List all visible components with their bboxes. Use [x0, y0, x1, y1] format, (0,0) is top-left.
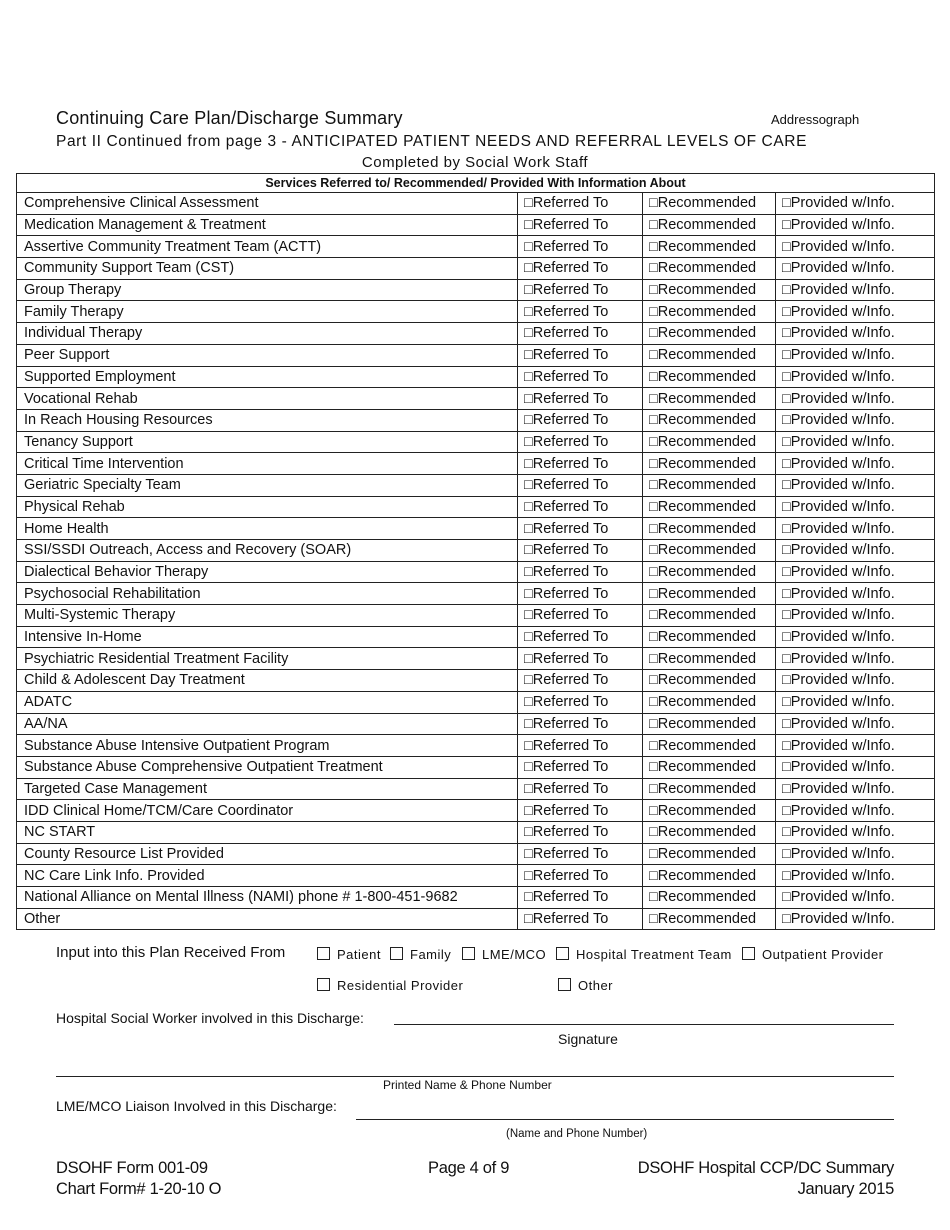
table-row — [17, 648, 935, 670]
service-name: NC START — [17, 821, 518, 843]
service-name: Physical Rehab — [17, 496, 518, 518]
service-name: Critical Time Intervention — [17, 453, 518, 475]
referred-to-option[interactable]: □Referred To — [518, 626, 643, 648]
provided-info-option[interactable]: □Provided w/Info. — [776, 670, 935, 692]
provided-info-option[interactable]: □Provided w/Info. — [776, 887, 935, 909]
checkbox[interactable] — [462, 947, 475, 960]
name-phone-caption: (Name and Phone Number) — [506, 1128, 648, 1140]
service-name: AA/NA — [17, 713, 518, 735]
provided-info-option[interactable]: □Provided w/Info. — [776, 908, 935, 930]
table-row — [17, 193, 935, 215]
input-plan-label: Input into this Plan Received From — [56, 944, 286, 961]
recommended-option[interactable]: □Recommended — [643, 561, 776, 583]
provided-info-option[interactable]: □Provided w/Info. — [776, 561, 935, 583]
recommended-option[interactable]: □Recommended — [643, 431, 776, 453]
section-subtitle: Part II Continued from page 3 - ANTICIPATED PATIENT NEEDS AND REFERRAL LEVELS OF CARE — [56, 133, 808, 150]
table-row — [17, 756, 935, 778]
service-name: ADATC — [17, 691, 518, 713]
table-row — [17, 301, 935, 323]
completed-by-label: Completed by Social Work Staff — [361, 154, 589, 171]
recommended-option[interactable]: □Recommended — [643, 843, 776, 865]
service-name: Group Therapy — [17, 279, 518, 301]
recommended-option[interactable]: □Recommended — [643, 583, 776, 605]
signature-caption: Signature — [558, 1031, 618, 1047]
checkbox[interactable] — [390, 947, 403, 960]
service-name: Community Support Team (CST) — [17, 258, 518, 280]
referred-to-option[interactable]: □Referred To — [518, 236, 643, 258]
recommended-option[interactable]: □Recommended — [643, 800, 776, 822]
table-row — [17, 279, 935, 301]
provided-info-option[interactable]: □Provided w/Info. — [776, 214, 935, 236]
referred-to-option[interactable]: □Referred To — [518, 193, 643, 215]
footer-date: January 2015 — [797, 1180, 894, 1198]
service-name: Targeted Case Management — [17, 778, 518, 800]
referred-to-option[interactable]: □Referred To — [518, 800, 643, 822]
social-worker-label: Hospital Social Worker involved in this Discharge: — [56, 1010, 364, 1026]
recommended-option[interactable]: □Recommended — [643, 301, 776, 323]
referred-to-option[interactable]: □Referred To — [518, 605, 643, 627]
option-hospital-treatment-team[interactable]: Hospital Treatment Team — [556, 947, 732, 962]
option-other[interactable]: Other — [558, 978, 613, 993]
service-name: Home Health — [17, 518, 518, 540]
table-row — [17, 453, 935, 475]
referred-to-option[interactable]: □Referred To — [518, 258, 643, 280]
referred-to-option[interactable]: □Referred To — [518, 648, 643, 670]
table-row — [17, 388, 935, 410]
table-row — [17, 431, 935, 453]
table-row — [17, 821, 935, 843]
recommended-option[interactable]: □Recommended — [643, 518, 776, 540]
service-name: Geriatric Specialty Team — [17, 474, 518, 496]
referred-to-option[interactable]: □Referred To — [518, 366, 643, 388]
service-name: Dialectical Behavior Therapy — [17, 561, 518, 583]
provided-info-option[interactable]: □Provided w/Info. — [776, 800, 935, 822]
provided-info-option[interactable]: □Provided w/Info. — [776, 193, 935, 215]
referred-to-option[interactable]: □Referred To — [518, 323, 643, 345]
footer-summary-title: DSOHF Hospital CCP/DC Summary — [637, 1159, 894, 1177]
referred-to-option[interactable]: □Referred To — [518, 865, 643, 887]
table-row — [17, 778, 935, 800]
recommended-option[interactable]: □Recommended — [643, 214, 776, 236]
recommended-option[interactable]: □Recommended — [643, 626, 776, 648]
provided-info-option[interactable]: □Provided w/Info. — [776, 344, 935, 366]
provided-info-option[interactable]: □Provided w/Info. — [776, 366, 935, 388]
services-table-header: Services Referred to/ Recommended/ Provided With Information About — [17, 174, 935, 193]
service-name: National Alliance on Mental Illness (NAMI) phone # 1-800-451-9682 — [17, 887, 518, 909]
table-row — [17, 713, 935, 735]
recommended-option[interactable]: □Recommended — [643, 713, 776, 735]
provided-info-option[interactable]: □Provided w/Info. — [776, 756, 935, 778]
checkbox[interactable] — [317, 947, 330, 960]
recommended-option[interactable]: □Recommended — [643, 496, 776, 518]
referred-to-option[interactable]: □Referred To — [518, 431, 643, 453]
recommended-option[interactable]: □Recommended — [643, 778, 776, 800]
provided-info-option[interactable]: □Provided w/Info. — [776, 409, 935, 431]
referred-to-option[interactable]: □Referred To — [518, 583, 643, 605]
referred-to-option[interactable]: □Referred To — [518, 821, 643, 843]
recommended-option[interactable]: □Recommended — [643, 474, 776, 496]
provided-info-option[interactable]: □Provided w/Info. — [776, 691, 935, 713]
recommended-option[interactable]: □Recommended — [643, 236, 776, 258]
option-family[interactable]: Family — [390, 947, 451, 962]
table-row — [17, 691, 935, 713]
table-row — [17, 409, 935, 431]
table-row — [17, 323, 935, 345]
table-row — [17, 561, 935, 583]
table-row — [17, 865, 935, 887]
referred-to-option[interactable]: □Referred To — [518, 561, 643, 583]
service-name: SSI/SSDI Outreach, Access and Recovery (SOAR) — [17, 540, 518, 562]
provided-info-option[interactable]: □Provided w/Info. — [776, 626, 935, 648]
provided-info-option[interactable]: □Provided w/Info. — [776, 301, 935, 323]
referred-to-option[interactable]: □Referred To — [518, 887, 643, 909]
option-patient[interactable]: Patient — [317, 947, 381, 962]
option-outpatient-provider[interactable]: Outpatient Provider — [742, 947, 884, 962]
referred-to-option[interactable]: □Referred To — [518, 474, 643, 496]
service-name: Vocational Rehab — [17, 388, 518, 410]
table-row — [17, 344, 935, 366]
recommended-option[interactable]: □Recommended — [643, 691, 776, 713]
service-name: Tenancy Support — [17, 431, 518, 453]
provided-info-option[interactable]: □Provided w/Info. — [776, 258, 935, 280]
service-name: NC Care Link Info. Provided — [17, 865, 518, 887]
provided-info-option[interactable]: □Provided w/Info. — [776, 236, 935, 258]
recommended-option[interactable]: □Recommended — [643, 821, 776, 843]
service-name: Individual Therapy — [17, 323, 518, 345]
table-row — [17, 474, 935, 496]
recommended-option[interactable]: □Recommended — [643, 648, 776, 670]
referred-to-option[interactable]: □Referred To — [518, 670, 643, 692]
table-row — [17, 670, 935, 692]
checkbox[interactable] — [317, 978, 330, 991]
recommended-option[interactable]: □Recommended — [643, 193, 776, 215]
recommended-option[interactable]: □Recommended — [643, 388, 776, 410]
service-name: Comprehensive Clinical Assessment — [17, 193, 518, 215]
provided-info-option[interactable]: □Provided w/Info. — [776, 518, 935, 540]
table-row — [17, 626, 935, 648]
service-name: Substance Abuse Intensive Outpatient Program — [17, 735, 518, 757]
table-row — [17, 908, 935, 930]
referred-to-option[interactable]: □Referred To — [518, 496, 643, 518]
table-row — [17, 258, 935, 280]
recommended-option[interactable]: □Recommended — [643, 453, 776, 475]
service-name: In Reach Housing Resources — [17, 409, 518, 431]
provided-info-option[interactable]: □Provided w/Info. — [776, 496, 935, 518]
service-name: Child & Adolescent Day Treatment — [17, 670, 518, 692]
provided-info-option[interactable]: □Provided w/Info. — [776, 648, 935, 670]
footer-chart-form: Chart Form# 1-20-10 O — [56, 1180, 222, 1198]
service-name: Psychiatric Residential Treatment Facility — [17, 648, 518, 670]
recommended-option[interactable]: □Recommended — [643, 344, 776, 366]
printed-name-line[interactable] — [56, 1076, 894, 1077]
referred-to-option[interactable]: □Referred To — [518, 388, 643, 410]
addressograph-label: Addressograph — [771, 112, 860, 127]
checkbox[interactable] — [558, 978, 571, 991]
table-row — [17, 605, 935, 627]
referred-to-option[interactable]: □Referred To — [518, 908, 643, 930]
option-residential-provider[interactable]: Residential Provider — [317, 978, 463, 993]
table-row — [17, 366, 935, 388]
referred-to-option[interactable]: □Referred To — [518, 214, 643, 236]
recommended-option[interactable]: □Recommended — [643, 670, 776, 692]
referred-to-option[interactable]: □Referred To — [518, 843, 643, 865]
referred-to-option[interactable]: □Referred To — [518, 279, 643, 301]
checkbox[interactable] — [742, 947, 755, 960]
provided-info-option[interactable]: □Provided w/Info. — [776, 431, 935, 453]
referred-to-option[interactable]: □Referred To — [518, 453, 643, 475]
referred-to-option[interactable]: □Referred To — [518, 344, 643, 366]
provided-info-option[interactable]: □Provided w/Info. — [776, 323, 935, 345]
table-row — [17, 800, 935, 822]
table-row — [17, 843, 935, 865]
service-name: County Resource List Provided — [17, 843, 518, 865]
provided-info-option[interactable]: □Provided w/Info. — [776, 540, 935, 562]
table-row — [17, 214, 935, 236]
recommended-option[interactable]: □Recommended — [643, 735, 776, 757]
service-name: Intensive In-Home — [17, 626, 518, 648]
referred-to-option[interactable]: □Referred To — [518, 301, 643, 323]
liaison-label: LME/MCO Liaison Involved in this Discharge: — [56, 1098, 337, 1114]
table-row — [17, 518, 935, 540]
recommended-option[interactable]: □Recommended — [643, 756, 776, 778]
option-lme-mco[interactable]: LME/MCO — [462, 947, 546, 962]
service-name: Psychosocial Rehabilitation — [17, 583, 518, 605]
recommended-option[interactable]: □Recommended — [643, 865, 776, 887]
provided-info-option[interactable]: □Provided w/Info. — [776, 713, 935, 735]
provided-info-option[interactable]: □Provided w/Info. — [776, 279, 935, 301]
provided-info-option[interactable]: □Provided w/Info. — [776, 821, 935, 843]
table-row — [17, 583, 935, 605]
table-row — [17, 887, 935, 909]
printed-name-caption: Printed Name & Phone Number — [383, 1078, 552, 1092]
referred-to-option[interactable]: □Referred To — [518, 778, 643, 800]
service-name: Substance Abuse Comprehensive Outpatient Treatment — [17, 756, 518, 778]
referred-to-option[interactable]: □Referred To — [518, 540, 643, 562]
recommended-option[interactable]: □Recommended — [643, 887, 776, 909]
form-title: Continuing Care Plan/Discharge Summary — [56, 108, 403, 128]
recommended-option[interactable]: □Recommended — [643, 605, 776, 627]
recommended-option[interactable]: □Recommended — [643, 366, 776, 388]
service-name: Medication Management & Treatment — [17, 214, 518, 236]
checkbox[interactable] — [556, 947, 569, 960]
footer-form-number: DSOHF Form 001-09 — [56, 1159, 208, 1177]
referred-to-option[interactable]: □Referred To — [518, 735, 643, 757]
table-row — [17, 735, 935, 757]
provided-info-option[interactable]: □Provided w/Info. — [776, 865, 935, 887]
recommended-option[interactable]: □Recommended — [643, 279, 776, 301]
recommended-option[interactable]: □Recommended — [643, 258, 776, 280]
provided-info-option[interactable]: □Provided w/Info. — [776, 453, 935, 475]
recommended-option[interactable]: □Recommended — [643, 908, 776, 930]
referred-to-option[interactable]: □Referred To — [518, 691, 643, 713]
services-table — [16, 173, 935, 930]
referred-to-option[interactable]: □Referred To — [518, 518, 643, 540]
service-name: Peer Support — [17, 344, 518, 366]
recommended-option[interactable]: □Recommended — [643, 409, 776, 431]
referred-to-option[interactable]: □Referred To — [518, 713, 643, 735]
provided-info-option[interactable]: □Provided w/Info. — [776, 583, 935, 605]
recommended-option[interactable]: □Recommended — [643, 323, 776, 345]
service-name: Other — [17, 908, 518, 930]
provided-info-option[interactable]: □Provided w/Info. — [776, 735, 935, 757]
referred-to-option[interactable]: □Referred To — [518, 756, 643, 778]
table-row — [17, 540, 935, 562]
provided-info-option[interactable]: □Provided w/Info. — [776, 388, 935, 410]
provided-info-option[interactable]: □Provided w/Info. — [776, 778, 935, 800]
recommended-option[interactable]: □Recommended — [643, 540, 776, 562]
service-name: Multi-Systemic Therapy — [17, 605, 518, 627]
footer-page-number: Page 4 of 9 — [428, 1159, 510, 1177]
table-row — [17, 236, 935, 258]
service-name: Supported Employment — [17, 366, 518, 388]
provided-info-option[interactable]: □Provided w/Info. — [776, 605, 935, 627]
service-name: Family Therapy — [17, 301, 518, 323]
provided-info-option[interactable]: □Provided w/Info. — [776, 843, 935, 865]
provided-info-option[interactable]: □Provided w/Info. — [776, 474, 935, 496]
service-name: Assertive Community Treatment Team (ACTT) — [17, 236, 518, 258]
social-worker-signature-line[interactable] — [394, 1024, 894, 1025]
referred-to-option[interactable]: □Referred To — [518, 409, 643, 431]
service-name: IDD Clinical Home/TCM/Care Coordinator — [17, 800, 518, 822]
table-row — [17, 496, 935, 518]
liaison-line[interactable] — [356, 1119, 894, 1120]
